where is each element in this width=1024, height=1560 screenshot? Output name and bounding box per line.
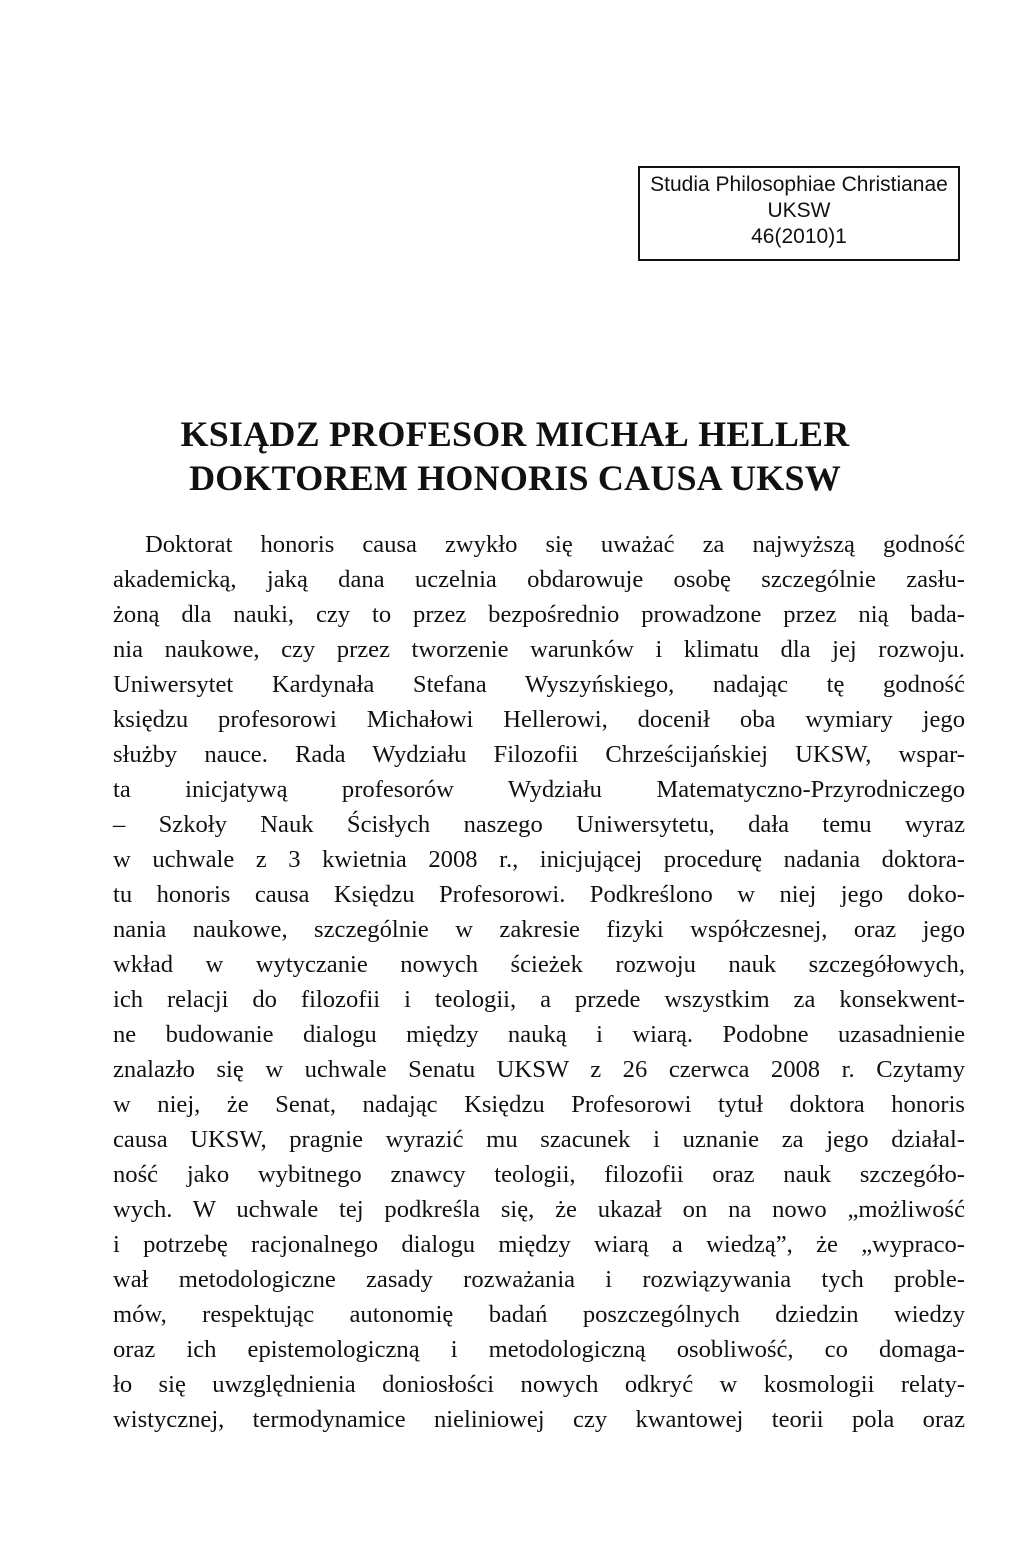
body-line: wkład w wytyczanie nowych ścieżek rozwoju nauk szczegółowych, — [113, 951, 965, 978]
body-line: ta inicjatywą profesorów Wydziału Matematyczno-Przyrodniczego — [113, 776, 965, 803]
journal-institution: UKSW — [767, 199, 831, 222]
body-line: księdzu profesorowi Michałowi Hellerowi, docenił oba wymiary jego — [113, 706, 965, 733]
body-line: wistycznej, termodynamice nieliniowej czy kwantowej teorii pola oraz — [113, 1406, 965, 1433]
article-title-line-2: DOKTOREM HONORIS CAUSA UKSW — [189, 458, 841, 498]
body-line: Doktorat honoris causa zwykło się uważać za najwyższą godność — [145, 531, 965, 558]
journal-info-box — [638, 166, 960, 261]
journal-issue: 46(2010)1 — [751, 225, 847, 248]
body-line: nania naukowe, szczególnie w zakresie fizyki współczesnej, oraz jego — [113, 916, 965, 943]
body-line: wał metodologiczne zasady rozważania i rozwiązywania tych proble- — [113, 1266, 965, 1293]
body-line: znalazło się w uchwale Senatu UKSW z 26 czerwca 2008 r. Czytamy — [113, 1056, 965, 1083]
body-line: mów, respektując autonomię badań poszczególnych dziedzin wiedzy — [113, 1301, 965, 1328]
article-title-line-1: KSIĄDZ PROFESOR MICHAŁ HELLER — [180, 414, 850, 454]
body-line: w uchwale z 3 kwietnia 2008 r., inicjującej procedurę nadania doktora- — [113, 846, 965, 873]
article-body — [113, 527, 965, 1437]
body-line: wych. W uchwale tej podkreśla się, że ukazał on na nowo „możliwość — [113, 1196, 965, 1223]
body-line: żoną dla nauki, czy to przez bezpośrednio prowadzone przez nią bada- — [113, 601, 965, 628]
body-line: Uniwersytet Kardynała Stefana Wyszyńskiego, nadając tę godność — [113, 671, 965, 698]
body-line: nia naukowe, czy przez tworzenie warunków i klimatu dla jej rozwoju. — [113, 636, 965, 663]
body-line: w niej, że Senat, nadając Księdzu Profesorowi tytuł doktora honoris — [113, 1091, 965, 1118]
body-line: służby nauce. Rada Wydziału Filozofii Chrześcijańskiej UKSW, wspar- — [113, 741, 965, 768]
journal-name: Studia Philosophiae Christianae — [650, 173, 948, 196]
body-line: akademicką, jaką dana uczelnia obdarowuje osobę szczególnie zasłu- — [113, 566, 965, 593]
body-line: – Szkoły Nauk Ścisłych naszego Uniwersytetu, dała temu wyraz — [113, 811, 965, 838]
body-line: i potrzebę racjonalnego dialogu między wiarą a wiedzą”, że „wypraco- — [113, 1231, 965, 1258]
body-line: ło się uwzględnienia doniosłości nowych odkryć w kosmologii relaty- — [113, 1371, 965, 1398]
body-line: oraz ich epistemologiczną i metodologiczną osobliwość, co domaga- — [113, 1336, 965, 1363]
body-line: causa UKSW, pragnie wyrazić mu szacunek i uznanie za jego działal- — [113, 1126, 965, 1153]
body-line: tu honoris causa Księdzu Profesorowi. Podkreślono w niej jego doko- — [113, 881, 965, 908]
body-line: ne budowanie dialogu między nauką i wiarą. Podobne uzasadnienie — [113, 1021, 965, 1048]
article-title — [100, 412, 930, 500]
body-line: ność jako wybitnego znawcy teologii, filozofii oraz nauk szczegóło- — [113, 1161, 965, 1188]
body-line: ich relacji do filozofii i teologii, a przede wszystkim za konsekwent- — [113, 986, 965, 1013]
